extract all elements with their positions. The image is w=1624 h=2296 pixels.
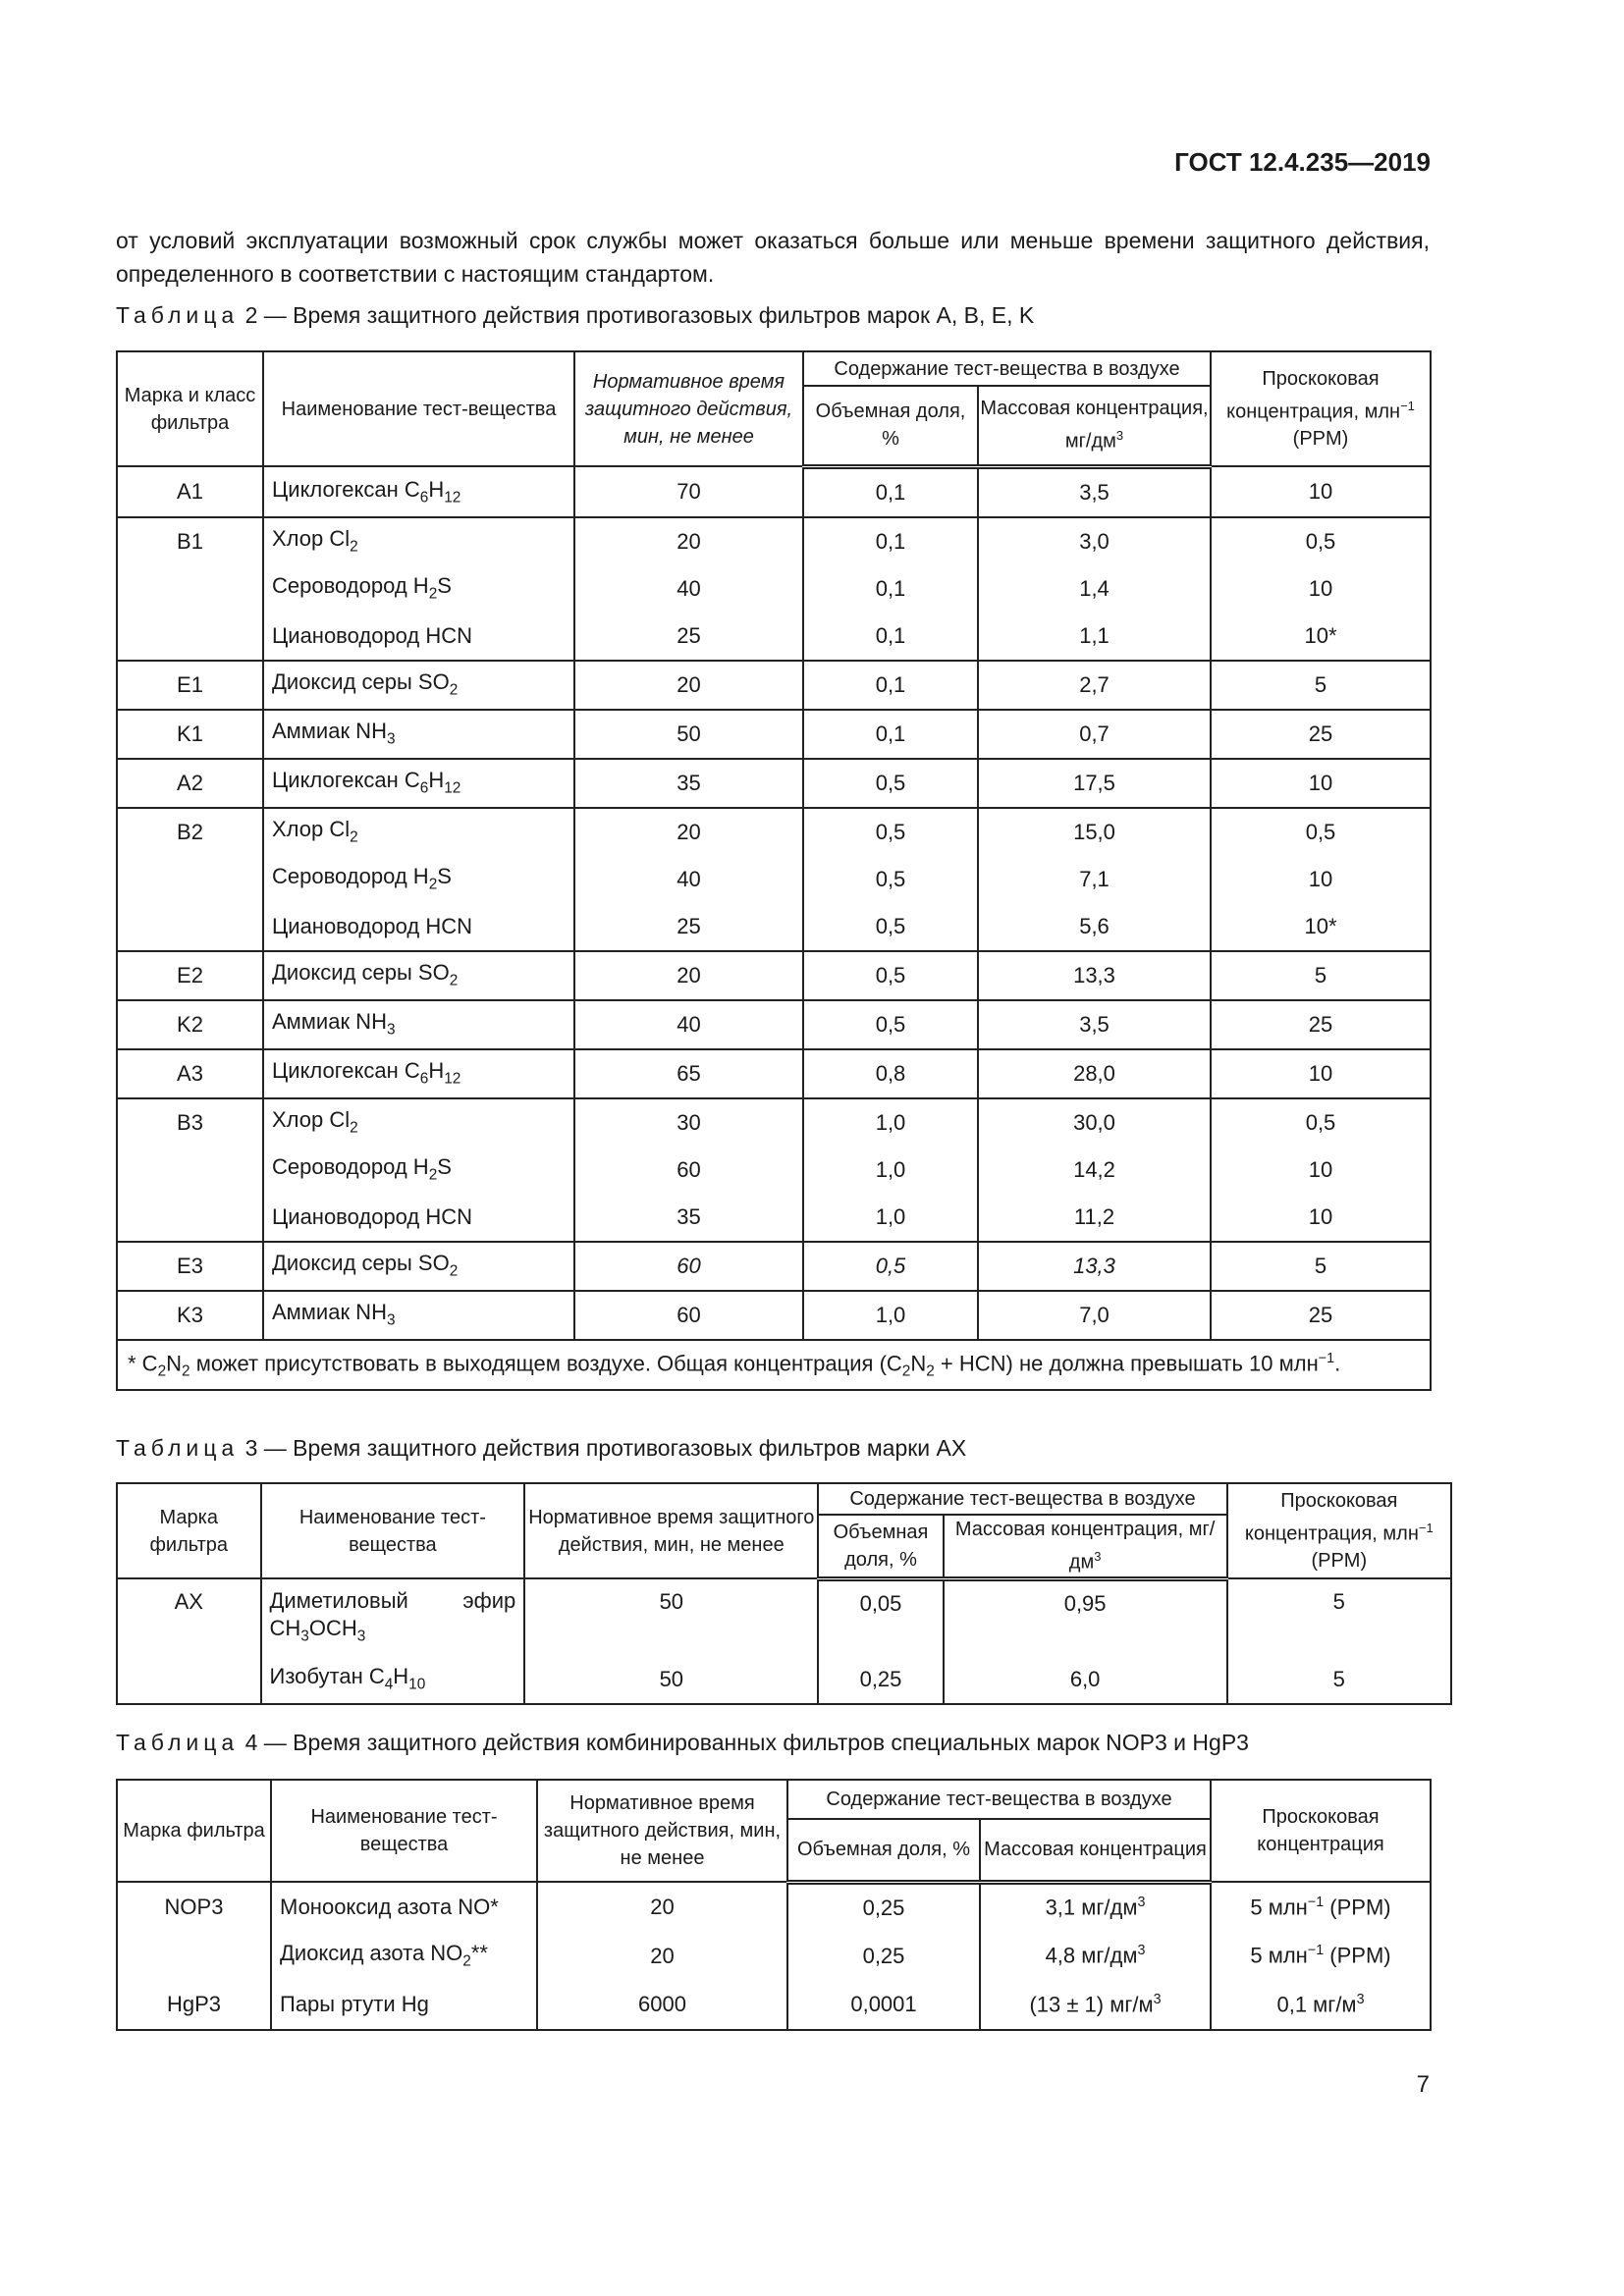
table2-cell-vol: 0,1 — [803, 565, 978, 613]
table2-cell-ppm: 5 — [1211, 1242, 1431, 1291]
table2-cell-time: 30 — [574, 1098, 803, 1147]
intro-paragraph: от условий эксплуатации возможный срок службы может оказаться больше или меньше времени защитного действия, определенного в соответствии с настоящим стандартом. — [116, 228, 1430, 287]
table2-cell-vol: 0,1 — [803, 661, 978, 710]
table4-cell-time: 20 — [537, 1932, 787, 1981]
table2-cell-mass: 5,6 — [978, 903, 1211, 951]
table2-cell-vol: 0,5 — [803, 1000, 978, 1049]
table2-cell-mark — [117, 565, 263, 613]
table-row — [117, 856, 1431, 903]
name-subscript: 2 — [350, 538, 358, 556]
name-subscript: 6 — [419, 779, 429, 797]
name-part: Сероводород H — [272, 1154, 429, 1180]
table-row — [117, 1932, 1431, 1981]
table2-cell-mass: 14,2 — [978, 1147, 1211, 1194]
table2-cell-name — [263, 1194, 574, 1242]
table-row — [117, 1578, 1451, 1655]
table-row — [117, 613, 1431, 661]
table2-cell-vol: 0,1 — [803, 517, 978, 565]
table3-header-mark: Марка фильтра — [117, 1483, 261, 1578]
table2-cell-name — [263, 1000, 574, 1049]
table2-cell-vol: 0,5 — [803, 903, 978, 951]
table4-cell-name — [271, 1932, 537, 1981]
table2-cell-mass: 7,0 — [978, 1291, 1211, 1340]
table2-cell-mark — [117, 1194, 263, 1242]
name-word-1: Диметиловый — [269, 1588, 408, 1614]
table3-header-breakthrough-sup: −1 — [1418, 1520, 1434, 1535]
table4-caption — [116, 1730, 1249, 1756]
table4-header-volume: Объемная доля, % — [787, 1819, 980, 1882]
table3-cell-vol: 0,05 — [818, 1578, 943, 1655]
table2-cell-mass: 17,5 — [978, 759, 1211, 808]
table3-name-sub1: 4 — [384, 1676, 394, 1693]
table-row — [117, 1981, 1431, 2030]
name-part: S — [437, 864, 452, 889]
table3-name-line1 — [270, 1587, 524, 1615]
table3-name-sub2: 3 — [356, 1628, 366, 1645]
table2-cell-mark: B3 — [117, 1098, 263, 1147]
table2-header-time — [574, 351, 803, 466]
table2-cell-time: 25 — [574, 613, 803, 661]
name-part: Циановодород HCN — [272, 913, 473, 938]
table2-cell-mass: 2,7 — [978, 661, 1211, 710]
table2-cell-vol: 0,5 — [803, 1242, 978, 1291]
name-part: Циклогексан C — [272, 768, 420, 793]
mass-value: (13 ± 1) мг/м — [1029, 1992, 1154, 2017]
table3-cell-time: 50 — [524, 1655, 818, 1704]
table4-cell-mass — [980, 1981, 1211, 2030]
table2-header-time-text: Нормативное время защитного действия, мин, не менее — [584, 370, 793, 448]
table4-header-substance: Наименование тест-вещества — [271, 1780, 537, 1882]
table2-cell-vol: 1,0 — [803, 1147, 978, 1194]
table2-cell-mark: E2 — [117, 951, 263, 1000]
table-row — [117, 1882, 1431, 1932]
table-row — [117, 466, 1431, 517]
name-subscript: 3 — [386, 1021, 396, 1039]
table2-cell-mark: B1 — [117, 517, 263, 565]
table-row — [117, 1147, 1431, 1194]
table2-cell-ppm: 25 — [1211, 1291, 1431, 1340]
name-subscript: 2 — [428, 585, 438, 603]
table3-cell-time: 50 — [524, 1578, 818, 1655]
table2-cell-mark: K3 — [117, 1291, 263, 1340]
table3-header-content: Содержание тест-вещества в воздухе — [818, 1483, 1226, 1515]
fn-p6: . — [1334, 1350, 1341, 1375]
table3-cell-mass: 0,95 — [944, 1578, 1227, 1655]
table2-header-mass-text: Массовая концентрация, мг/дм — [980, 398, 1209, 454]
fn-p4: N — [910, 1350, 927, 1375]
table2-cell-name — [263, 1147, 574, 1194]
table3-cell-mass: 6,0 — [944, 1655, 1227, 1704]
name-subscript: 12 — [444, 488, 461, 506]
name-part: Монооксид азота NO* — [280, 1894, 499, 1919]
table4-cell-ppm — [1211, 1932, 1431, 1981]
table3-cell-mark — [117, 1655, 261, 1704]
table2-cell-ppm: 5 — [1211, 661, 1431, 710]
name-subscript: 2 — [449, 1262, 459, 1280]
table2-cell-name — [263, 856, 574, 903]
table4-cell-mark: HgP3 — [117, 1981, 271, 2030]
name-part: Диоксид серы SO — [272, 1251, 450, 1276]
table2-cell-vol: 0,8 — [803, 1049, 978, 1098]
table2-cell-name — [263, 466, 574, 517]
table3-header-breakthrough-tail: (PPM) — [1311, 1550, 1368, 1573]
table2-cell-mark: E1 — [117, 661, 263, 710]
ppm-value: 5 млн — [1250, 1943, 1308, 1968]
table4-cell-mark: NOP3 — [117, 1882, 271, 1932]
table2-cell-time: 20 — [574, 951, 803, 1000]
table2-cell-vol: 0,5 — [803, 951, 978, 1000]
name-part: ** — [470, 1941, 488, 1966]
name-subscript: 2 — [428, 876, 438, 893]
table2-cell-name — [263, 1291, 574, 1340]
table2-cell-mass: 15,0 — [978, 808, 1211, 856]
table2-cell-mass: 0,7 — [978, 710, 1211, 759]
table2-header-content: Содержание тест-вещества в воздухе — [803, 351, 1211, 386]
table3-name-sub1: 3 — [300, 1628, 309, 1645]
table2-cell-mark: A3 — [117, 1049, 263, 1098]
table2-cell-name — [263, 808, 574, 856]
table2 — [116, 350, 1432, 1391]
table2-cell-mark — [117, 613, 263, 661]
table2-header-mass-sup: 3 — [1115, 428, 1124, 444]
ppm-unit-tail: (PPM) — [1324, 1943, 1391, 1968]
table2-cell-ppm: 25 — [1211, 1000, 1431, 1049]
table2-cell-mark — [117, 856, 263, 903]
table2-header-breakthrough-text: Проскоковая концентрация, млн — [1226, 367, 1401, 423]
table2-cell-ppm: 10* — [1211, 613, 1431, 661]
table2-cell-time: 20 — [574, 517, 803, 565]
ppm-unit-sup: −1 — [1307, 1894, 1325, 1910]
table4-header-mass: Массовая концентрация — [980, 1819, 1211, 1882]
name-part: Сероводород H — [272, 573, 429, 599]
name-part: Диоксид серы SO — [272, 960, 450, 986]
name-subscript: 2 — [449, 681, 459, 699]
table2-cell-vol: 0,5 — [803, 856, 978, 903]
table3-caption-text: 3 — Время защитного действия противогазовых фильтров марки AX — [239, 1435, 967, 1461]
table2-cell-time: 20 — [574, 808, 803, 856]
table2-cell-vol: 0,5 — [803, 808, 978, 856]
table3-cell-name — [261, 1655, 525, 1704]
fn-p2: N — [166, 1350, 183, 1375]
table4-cell-name — [271, 1981, 537, 2030]
ppm-value: 0,1 мг/м — [1276, 1992, 1357, 2017]
ppm-unit-tail: (PPM) — [1324, 1894, 1391, 1919]
table-row — [117, 710, 1431, 759]
table2-cell-ppm: 10 — [1211, 1049, 1431, 1098]
table4-cell-ppm — [1211, 1981, 1431, 2030]
table2-cell-mass: 3,5 — [978, 466, 1211, 517]
table2-cell-time: 70 — [574, 466, 803, 517]
table-row — [117, 1000, 1431, 1049]
table2-cell-name — [263, 759, 574, 808]
table2-cell-time: 40 — [574, 1000, 803, 1049]
table2-cell-time: 40 — [574, 856, 803, 903]
table2-cell-name — [263, 951, 574, 1000]
table2-header-substance: Наименование тест-вещества — [263, 351, 574, 466]
table2-cell-mass: 3,5 — [978, 1000, 1211, 1049]
table2-cell-mass: 1,1 — [978, 613, 1211, 661]
name-part: Аммиак NH — [272, 1009, 387, 1035]
table2-cell-ppm: 10 — [1211, 856, 1431, 903]
table2-cell-vol: 0,1 — [803, 613, 978, 661]
table2-cell-vol: 0,1 — [803, 710, 978, 759]
fn-s2: 2 — [182, 1362, 190, 1380]
table3-header-substance: Наименование тест-вещества — [261, 1483, 525, 1578]
table2-cell-time: 20 — [574, 661, 803, 710]
table4-cell-ppm — [1211, 1882, 1431, 1932]
table2-cell-mark: K1 — [117, 710, 263, 759]
table3-caption — [116, 1435, 966, 1462]
table2-cell-mark: A1 — [117, 466, 263, 517]
table2-cell-time: 65 — [574, 1049, 803, 1098]
name-part: S — [437, 1154, 452, 1180]
name-part: Хлор Cl — [272, 817, 351, 842]
table4-header-time: Нормативное время защитного действия, мин, не менее — [537, 1780, 787, 1882]
name-part: H — [428, 476, 445, 502]
name-part: Диоксид серы SO — [272, 669, 450, 695]
name-subscript: 2 — [350, 1119, 358, 1137]
table4 — [116, 1779, 1432, 2031]
table3-header-time: Нормативное время защитного действия, мин, не менее — [524, 1483, 818, 1578]
table2-cell-mark: E3 — [117, 1242, 263, 1291]
table2-cell-name — [263, 903, 574, 951]
table2-cell-vol: 0,1 — [803, 466, 978, 517]
table2-cell-mark: A2 — [117, 759, 263, 808]
table4-cell-time: 20 — [537, 1882, 787, 1932]
table2-cell-mass: 3,0 — [978, 517, 1211, 565]
table2-cell-mark: K2 — [117, 1000, 263, 1049]
table2-caption — [116, 302, 1034, 329]
name-part: Аммиак NH — [272, 719, 387, 744]
table2-cell-mass: 7,1 — [978, 856, 1211, 903]
table4-header-mark: Марка фильтра — [117, 1780, 271, 1882]
name-part: Циклогексан C — [272, 1058, 420, 1084]
table-row — [117, 903, 1431, 951]
mass-unit-sup: 3 — [1137, 1895, 1146, 1911]
table2-cell-name — [263, 1098, 574, 1147]
table2-caption-text: 2 — Время защитного действия противогазовых фильтров марок A, B, E, K — [239, 302, 1035, 328]
table2-caption-word: Таблица — [116, 302, 240, 328]
table2-cell-ppm: 0,5 — [1211, 517, 1431, 565]
table2-cell-name — [263, 565, 574, 613]
table4-cell-vol: 0,25 — [787, 1932, 980, 1981]
table-row — [117, 517, 1431, 565]
fn-s1: 2 — [157, 1362, 167, 1380]
table-row — [117, 1194, 1431, 1242]
name-part: H — [428, 1058, 445, 1084]
name-part: Аммиак NH — [272, 1300, 387, 1325]
table2-cell-ppm: 10 — [1211, 1147, 1431, 1194]
page-number: 7 — [1416, 2071, 1430, 2098]
table2-cell-ppm: 10 — [1211, 466, 1431, 517]
table3-header-volume: Объемная доля, % — [818, 1515, 943, 1578]
fn-sup: −1 — [1318, 1350, 1335, 1366]
table2-cell-mass: 30,0 — [978, 1098, 1211, 1147]
table-row — [117, 1291, 1431, 1340]
table2-cell-time: 35 — [574, 759, 803, 808]
table3-name-part1: Изобутан C — [269, 1664, 385, 1689]
mass-value: 4,8 мг/дм — [1045, 1943, 1138, 1968]
name-subscript: 2 — [449, 972, 459, 989]
table3-name-part2: H — [393, 1664, 409, 1689]
table3-header-mass-text: Массовая концентрация, мг/дм — [954, 1519, 1216, 1574]
name-subscript: 3 — [386, 730, 396, 748]
table4-header-breakthrough: Проскоковая концентрация — [1211, 1780, 1431, 1882]
table-row — [117, 1098, 1431, 1147]
table2-cell-vol: 1,0 — [803, 1098, 978, 1147]
table2-cell-time: 40 — [574, 565, 803, 613]
table-row — [117, 661, 1431, 710]
table4-caption-word: Таблица — [116, 1730, 240, 1755]
table2-cell-ppm: 10* — [1211, 903, 1431, 951]
table2-cell-name — [263, 710, 574, 759]
table3-cell-vol: 0,25 — [818, 1655, 943, 1704]
fn-s4: 2 — [926, 1362, 935, 1380]
table-row — [117, 951, 1431, 1000]
table2-footnote — [117, 1340, 1431, 1391]
table3-name-part3: OCH — [308, 1616, 357, 1641]
table3-name-part2: CH — [269, 1616, 301, 1641]
name-part: Диоксид азота NO — [280, 1941, 463, 1966]
table2-cell-mass: 28,0 — [978, 1049, 1211, 1098]
table2-cell-name — [263, 1242, 574, 1291]
table2-cell-ppm: 0,5 — [1211, 808, 1431, 856]
name-subscript: 6 — [419, 1070, 429, 1088]
table3-cell-name — [261, 1578, 525, 1655]
table2-header-breakthrough — [1211, 351, 1431, 466]
table3-header-breakthrough-text: Проскоковая концентрация, млн — [1244, 1489, 1419, 1545]
fn-p1: * C — [128, 1350, 158, 1375]
table3-cell-ppm: 5 — [1227, 1655, 1451, 1704]
table2-cell-mark — [117, 1147, 263, 1194]
ppm-unit-sup: −1 — [1307, 1943, 1325, 1959]
table2-cell-name — [263, 517, 574, 565]
name-subscript: 12 — [444, 1070, 461, 1088]
table2-cell-mark — [117, 903, 263, 951]
table2-cell-ppm: 10 — [1211, 565, 1431, 613]
name-subscript: 3 — [386, 1311, 396, 1329]
table2-cell-vol: 1,0 — [803, 1291, 978, 1340]
name-subscript: 2 — [350, 828, 358, 846]
name-subscript: 2 — [428, 1166, 438, 1184]
table2-cell-name — [263, 661, 574, 710]
table4-cell-vol: 0,25 — [787, 1882, 980, 1932]
name-part: Хлор Cl — [272, 1107, 351, 1133]
table2-cell-ppm: 10 — [1211, 1194, 1431, 1242]
table2-cell-mass: 13,3 — [978, 1242, 1211, 1291]
standard-designation: ГОСТ 12.4.235—2019 — [1174, 147, 1431, 177]
table2-cell-time: 35 — [574, 1194, 803, 1242]
name-part: Хлор Cl — [272, 526, 351, 552]
table4-cell-mass — [980, 1882, 1211, 1932]
table3-cell-mark: AX — [117, 1578, 261, 1655]
table2-cell-ppm: 5 — [1211, 951, 1431, 1000]
table-row — [117, 1242, 1431, 1291]
table4-cell-mass — [980, 1932, 1211, 1981]
fn-p3: может присутствовать в выходящем воздухе. Общая концентрация (C — [189, 1350, 902, 1375]
name-subscript: 2 — [462, 1952, 471, 1970]
ppm-value: 5 млн — [1250, 1894, 1308, 1919]
table2-cell-time: 60 — [574, 1147, 803, 1194]
table2-cell-name — [263, 1049, 574, 1098]
table2-header-breakthrough-tail: (PPM) — [1292, 428, 1349, 451]
table3-header-breakthrough — [1227, 1483, 1451, 1578]
mass-unit-sup: 3 — [1137, 1943, 1146, 1959]
table4-caption-text: 4 — Время защитного действия комбинированных фильтров специальных марок NOP3 и HgP3 — [239, 1730, 1249, 1755]
table3-cell-ppm: 5 — [1227, 1578, 1451, 1655]
table3 — [116, 1482, 1452, 1705]
table3-caption-word: Таблица — [116, 1435, 240, 1461]
ppm-unit-sup: 3 — [1356, 1991, 1365, 2007]
fn-p5: + HCN) не должна превышать 10 млн — [934, 1350, 1319, 1375]
name-word-2: эфир — [462, 1588, 516, 1614]
table2-cell-mass: 11,2 — [978, 1194, 1211, 1242]
table-row — [117, 759, 1431, 808]
table2-cell-time: 60 — [574, 1291, 803, 1340]
table4-cell-mark — [117, 1932, 271, 1981]
mass-value: 3,1 мг/дм — [1045, 1895, 1138, 1920]
table4-header-content: Содержание тест-вещества в воздухе — [787, 1780, 1211, 1819]
name-part: Циклогексан C — [272, 476, 420, 502]
table2-cell-vol: 1,0 — [803, 1194, 978, 1242]
table2-cell-mark: B2 — [117, 808, 263, 856]
table2-cell-time: 60 — [574, 1242, 803, 1291]
table2-header-volume: Объемная доля, % — [803, 386, 978, 466]
table-row — [117, 1049, 1431, 1098]
table2-cell-ppm: 10 — [1211, 759, 1431, 808]
table2-cell-time: 50 — [574, 710, 803, 759]
table-row — [117, 1655, 1451, 1704]
table2-cell-name — [263, 613, 574, 661]
name-part: Циановодород HCN — [272, 622, 473, 648]
table2-cell-mass: 13,3 — [978, 951, 1211, 1000]
table2-cell-ppm: 25 — [1211, 710, 1431, 759]
name-part: Циановодород HCN — [272, 1203, 473, 1229]
table2-cell-mass: 1,4 — [978, 565, 1211, 613]
fn-s3: 2 — [901, 1362, 911, 1380]
table4-cell-name — [271, 1882, 537, 1932]
table4-cell-time: 6000 — [537, 1981, 787, 2030]
name-subscript: 12 — [444, 779, 461, 797]
table3-header-mass — [944, 1515, 1227, 1578]
mass-unit-sup: 3 — [1153, 1991, 1162, 2007]
table-row — [117, 565, 1431, 613]
table4-cell-vol: 0,0001 — [787, 1981, 980, 2030]
table2-header-mass — [978, 386, 1211, 466]
table3-name-sub2: 10 — [408, 1676, 426, 1693]
name-part: H — [428, 768, 445, 793]
table2-cell-ppm: 0,5 — [1211, 1098, 1431, 1147]
table-row — [117, 808, 1431, 856]
table2-header-mark: Марка и класс фильтра — [117, 351, 263, 466]
table3-header-mass-sup: 3 — [1094, 1549, 1102, 1564]
name-subscript: 6 — [419, 488, 429, 506]
name-part: Пары ртути Hg — [280, 1992, 429, 2016]
table2-cell-time: 25 — [574, 903, 803, 951]
table2-header-breakthrough-sup: −1 — [1400, 398, 1415, 413]
name-part: S — [437, 573, 452, 599]
table2-cell-vol: 0,5 — [803, 759, 978, 808]
name-part: Сероводород H — [272, 864, 429, 889]
